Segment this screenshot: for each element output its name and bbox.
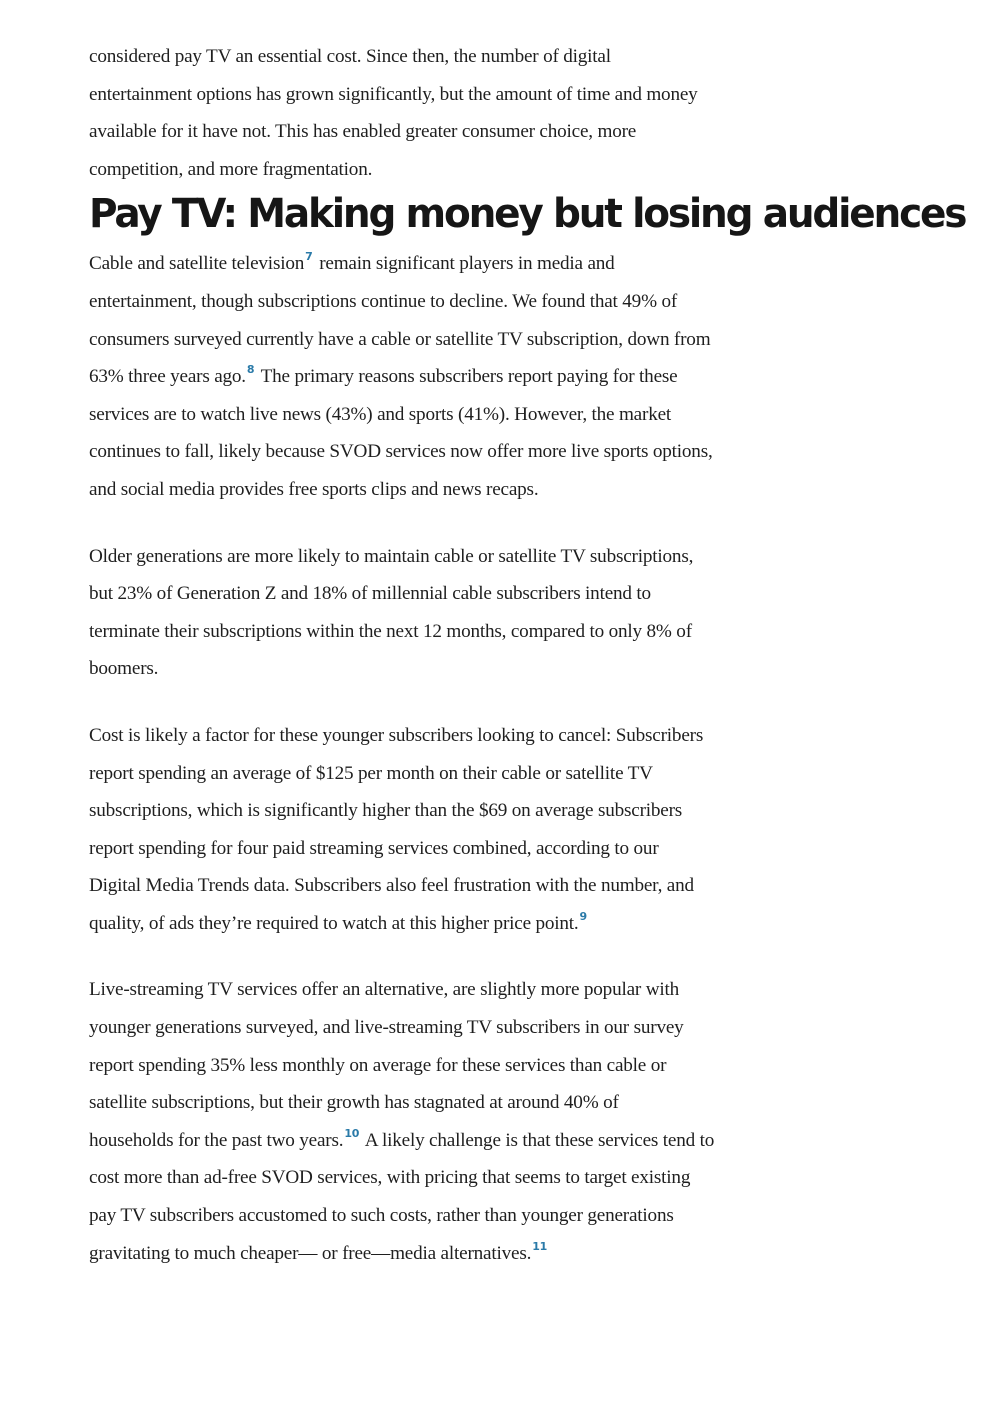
text-line: Cable and satellite television xyxy=(89,253,305,275)
text-line: Older generations are more likely to maintain cable or satellite TV subscriptions, xyxy=(89,545,694,567)
text-line: consumers surveyed currently have a cable or satellite TV subscription, down from xyxy=(89,328,711,350)
text-line: terminate their subscriptions within the next 12 months, compared to only 8% of xyxy=(89,620,692,642)
text-line: available for it have not. This has enabled greater consumer choice, more xyxy=(89,121,637,143)
text-line: households for the past two years. xyxy=(89,1129,344,1151)
text-line: entertainment options has grown significantly, but the amount of time and money xyxy=(89,83,698,105)
text-line: services are to watch live news (43%) and sports (41%). However, the market xyxy=(89,403,672,425)
section-heading: Pay TV: Making money but losing audiences xyxy=(89,191,966,238)
paragraph-cost xyxy=(89,717,901,943)
text-line: report spending an average of $125 per month on their cable or satellite TV xyxy=(89,762,653,784)
text-line: The primary reasons subscribers report paying for these xyxy=(256,366,678,388)
footnote-ref-7[interactable]: 7 xyxy=(305,250,313,264)
article-body xyxy=(89,38,966,1272)
footnote-ref-10[interactable]: 10 xyxy=(344,1126,360,1140)
text-line: cost more than ad-free SVOD services, with pricing that seems to target existing xyxy=(89,1167,691,1189)
text-line: Digital Media Trends data. Subscribers also feel frustration with the number, and xyxy=(89,875,694,897)
text-line: report spending 35% less monthly on average for these services than cable or xyxy=(89,1054,667,1076)
text-line: Cost is likely a factor for these younger subscribers looking to cancel: Subscribers xyxy=(89,724,704,746)
text-line: A likely challenge is that these services tend to xyxy=(361,1129,715,1151)
text-line: continues to fall, likely because SVOD services now offer more live sports options, xyxy=(89,441,713,463)
text-line: entertainment, though subscriptions continue to decline. We found that 49% of xyxy=(89,290,678,312)
text-line: considered pay TV an essential cost. Since then, the number of digital xyxy=(89,46,611,67)
footnote-ref-9[interactable]: 9 xyxy=(579,909,588,923)
text-line: boomers. xyxy=(89,658,159,680)
text-line: younger generations surveyed, and live-streaming TV subscribers in our survey xyxy=(89,1017,684,1039)
text-line: and social media provides free sports clips and news recaps. xyxy=(89,478,539,500)
paragraph-pay-tv xyxy=(89,245,901,508)
text-line: competition, and more fragmentation. xyxy=(89,158,373,180)
text-line: remain significant players in media and xyxy=(314,253,615,275)
text-line: report spending for four paid streaming services combined, according to our xyxy=(89,837,659,859)
text-line: pay TV subscribers accustomed to such costs, rather than younger generations xyxy=(89,1205,674,1227)
text-line: quality, of ads they’re required to watch at this higher price point. xyxy=(89,912,579,934)
text-line: subscriptions, which is significantly higher than the $69 on average subscribers xyxy=(89,800,683,822)
intro-paragraph xyxy=(89,38,901,188)
paragraph-live-streaming xyxy=(89,971,901,1272)
footnote-ref-11[interactable]: 11 xyxy=(532,1239,548,1253)
paragraph-generations xyxy=(89,538,901,688)
text-line: gravitating to much cheaper— or free—media alternatives. xyxy=(89,1242,532,1264)
text-line: but 23% of Generation Z and 18% of millennial cable subscribers intend to xyxy=(89,583,651,605)
text-line: satellite subscriptions, but their growth has stagnated at around 40% of xyxy=(89,1092,619,1114)
text-line: Live-streaming TV services offer an alternative, are slightly more popular with xyxy=(89,979,680,1001)
footnote-ref-8[interactable]: 8 xyxy=(246,363,255,377)
text-line: 63% three years ago. xyxy=(89,366,246,388)
